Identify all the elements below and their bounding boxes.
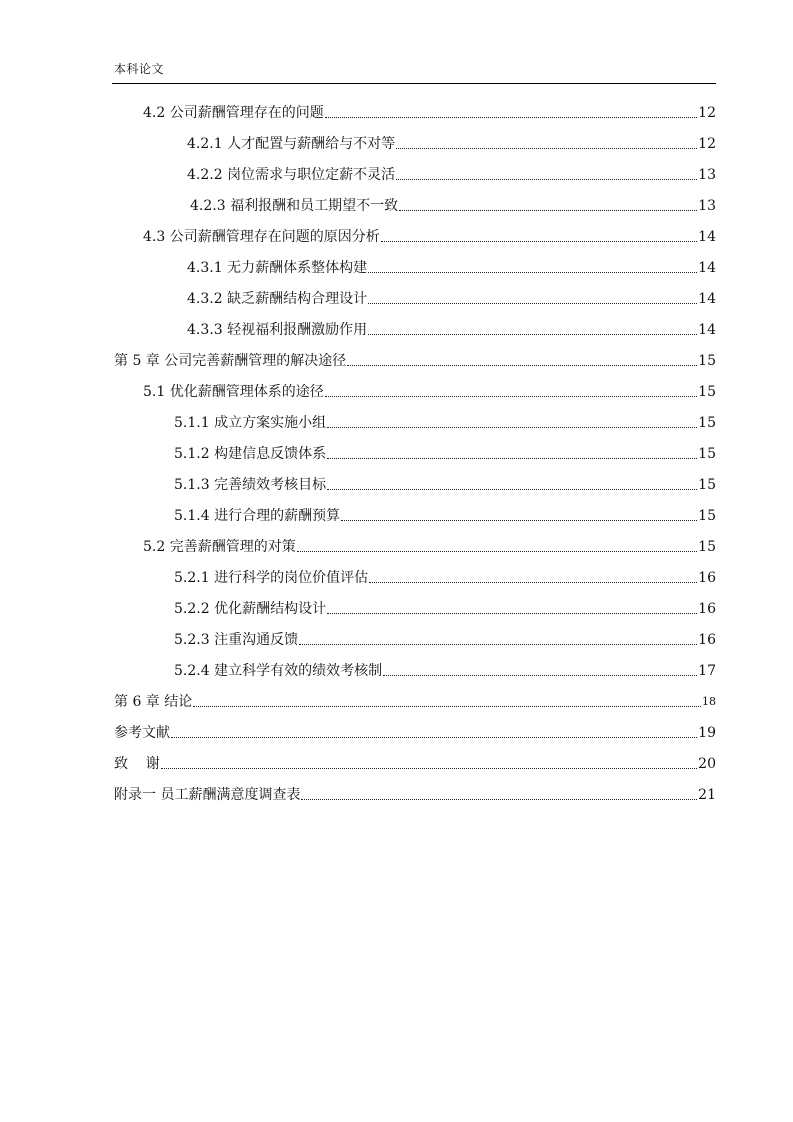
toc-entry-title: 5.2.2 优化薪酬结构设计: [174, 601, 327, 617]
toc-entry-page: 19: [698, 725, 716, 741]
toc-entry-5-2-2[interactable]: [0, 596, 793, 618]
toc-entry-page: 17: [698, 663, 716, 679]
toc-entry-5-1[interactable]: [0, 379, 793, 401]
page-header-title: 本科论文: [114, 62, 165, 76]
toc-entry-4-2-3[interactable]: [0, 193, 793, 215]
toc-entry-5-2[interactable]: [0, 534, 793, 556]
toc-entry-acknowledgements[interactable]: [0, 751, 793, 773]
toc-dot-leader: [368, 303, 697, 304]
toc-entry-title: 4.3.1 无力薪酬体系整体构建: [187, 260, 368, 276]
toc-entry-page: 14: [698, 260, 716, 276]
toc-entry-title: 4.3.3 轻视福利报酬激励作用: [187, 322, 368, 338]
toc-entry-page: 15: [698, 508, 716, 524]
toc-dot-leader: [381, 241, 697, 242]
toc-entry-page: 14: [698, 229, 716, 245]
toc-entry-title: 4.3 公司薪酬管理存在问题的原因分析: [143, 229, 380, 245]
toc-entry-title: 5.1 优化薪酬管理体系的途径: [143, 384, 324, 400]
toc-entry-page: 21: [698, 787, 716, 803]
toc-entry-page: 15: [698, 477, 716, 493]
toc-dot-leader: [193, 706, 701, 707]
toc-entry-title: 附录一 员工薪酬满意度调查表: [114, 787, 301, 803]
toc-entry-5-2-1[interactable]: [0, 565, 793, 587]
toc-entry-4-3-1[interactable]: [0, 255, 793, 277]
toc-dot-leader: [383, 675, 697, 676]
toc-entry-page: 15: [698, 539, 716, 555]
toc-entry-title: 5.1.3 完善绩效考核目标: [174, 477, 327, 493]
toc-entry-page: 15: [698, 353, 716, 369]
toc-dot-leader: [161, 768, 697, 769]
toc-entry-title: 4.2 公司薪酬管理存在的问题: [143, 105, 324, 121]
toc-dot-leader: [396, 179, 697, 180]
toc-entry-page: 16: [698, 632, 716, 648]
toc-entry-title: 4.3.2 缺乏薪酬结构合理设计: [187, 291, 368, 307]
toc-entry-references[interactable]: [0, 720, 793, 742]
toc-entry-title: 第 6 章 结论: [114, 694, 193, 710]
toc-entry-title: 5.2.4 建立科学有效的绩效考核制: [174, 663, 383, 679]
toc-dot-leader: [325, 396, 697, 397]
toc-entry-5-1-4[interactable]: [0, 503, 793, 525]
toc-entry-5-2-3[interactable]: [0, 627, 793, 649]
toc-entry-title: 5.1.2 构建信息反馈体系: [174, 446, 327, 462]
toc-entry-page: 16: [698, 570, 716, 586]
toc-dot-leader: [396, 148, 697, 149]
toc-entry-5-1-2[interactable]: [0, 441, 793, 463]
toc-entry-chapter-5[interactable]: [0, 348, 793, 370]
toc-dot-leader: [368, 334, 697, 335]
toc-entry-title: 5.2 完善薪酬管理的对策: [143, 539, 296, 555]
toc-entry-title: 4.2.1 人才配置与薪酬给与不对等: [187, 136, 396, 152]
toc-dot-leader: [369, 582, 697, 583]
header-divider: [112, 83, 716, 84]
toc-entry-4-2-1[interactable]: [0, 131, 793, 153]
toc-entry-title: 5.1.4 进行合理的薪酬预算: [174, 508, 341, 524]
toc-dot-leader: [327, 489, 697, 490]
toc-entry-page: 14: [698, 291, 716, 307]
toc-entry-page: 15: [698, 446, 716, 462]
toc-entry-5-1-1[interactable]: [0, 410, 793, 432]
toc-entry-4-2-2[interactable]: [0, 162, 793, 184]
toc-entry-title: 4.2.2 岗位需求与职位定薪不灵活: [187, 167, 396, 183]
toc-dot-leader: [368, 272, 697, 273]
toc-entry-4-3-2[interactable]: [0, 286, 793, 308]
toc-dot-leader: [171, 737, 697, 738]
toc-dot-leader: [327, 427, 697, 428]
toc-entry-page: 14: [698, 322, 716, 338]
toc-entry-4-3-3[interactable]: [0, 317, 793, 339]
toc-dot-leader: [297, 551, 697, 552]
toc-dot-leader: [347, 365, 697, 366]
toc-entry-page: 12: [698, 105, 716, 121]
toc-entry-title: 参考文献: [114, 725, 170, 741]
toc-entry-appendix-1[interactable]: [0, 782, 793, 804]
toc-entry-title: 4.2.3 福利报酬和员工期望不一致: [190, 198, 399, 214]
toc-entry-page: 13: [698, 198, 716, 214]
toc-entry-title: 5.2.3 注重沟通反馈: [174, 632, 299, 648]
toc-dot-leader: [341, 520, 697, 521]
toc-entry-page: 13: [698, 167, 716, 183]
toc-entry-page: 15: [698, 384, 716, 400]
toc-dot-leader: [399, 210, 697, 211]
toc-entry-page: 12: [698, 136, 716, 152]
toc-dot-leader: [299, 644, 697, 645]
toc-dot-leader: [327, 458, 697, 459]
toc-entry-title: 5.2.1 进行科学的岗位价值评估: [174, 570, 369, 586]
toc-entry-title: 5.1.1 成立方案实施小组: [174, 415, 327, 431]
toc-entry-chapter-6[interactable]: [0, 689, 793, 711]
toc-entry-5-1-3[interactable]: [0, 472, 793, 494]
toc-entry-page: 16: [698, 601, 716, 617]
toc-entry-title: 第 5 章 公司完善薪酬管理的解决途径: [114, 353, 347, 369]
toc-entry-page: 15: [698, 415, 716, 431]
toc-entry-page: 18: [702, 695, 716, 708]
toc-dot-leader: [301, 799, 697, 800]
toc-entry-4-3[interactable]: [0, 224, 793, 246]
toc-entry-4-2[interactable]: [0, 100, 793, 122]
toc-entry-page: 20: [698, 756, 716, 772]
toc-entry-5-2-4[interactable]: [0, 658, 793, 680]
toc-dot-leader: [327, 613, 697, 614]
toc-entry-title: 致 谢: [114, 756, 160, 772]
toc-dot-leader: [325, 117, 697, 118]
